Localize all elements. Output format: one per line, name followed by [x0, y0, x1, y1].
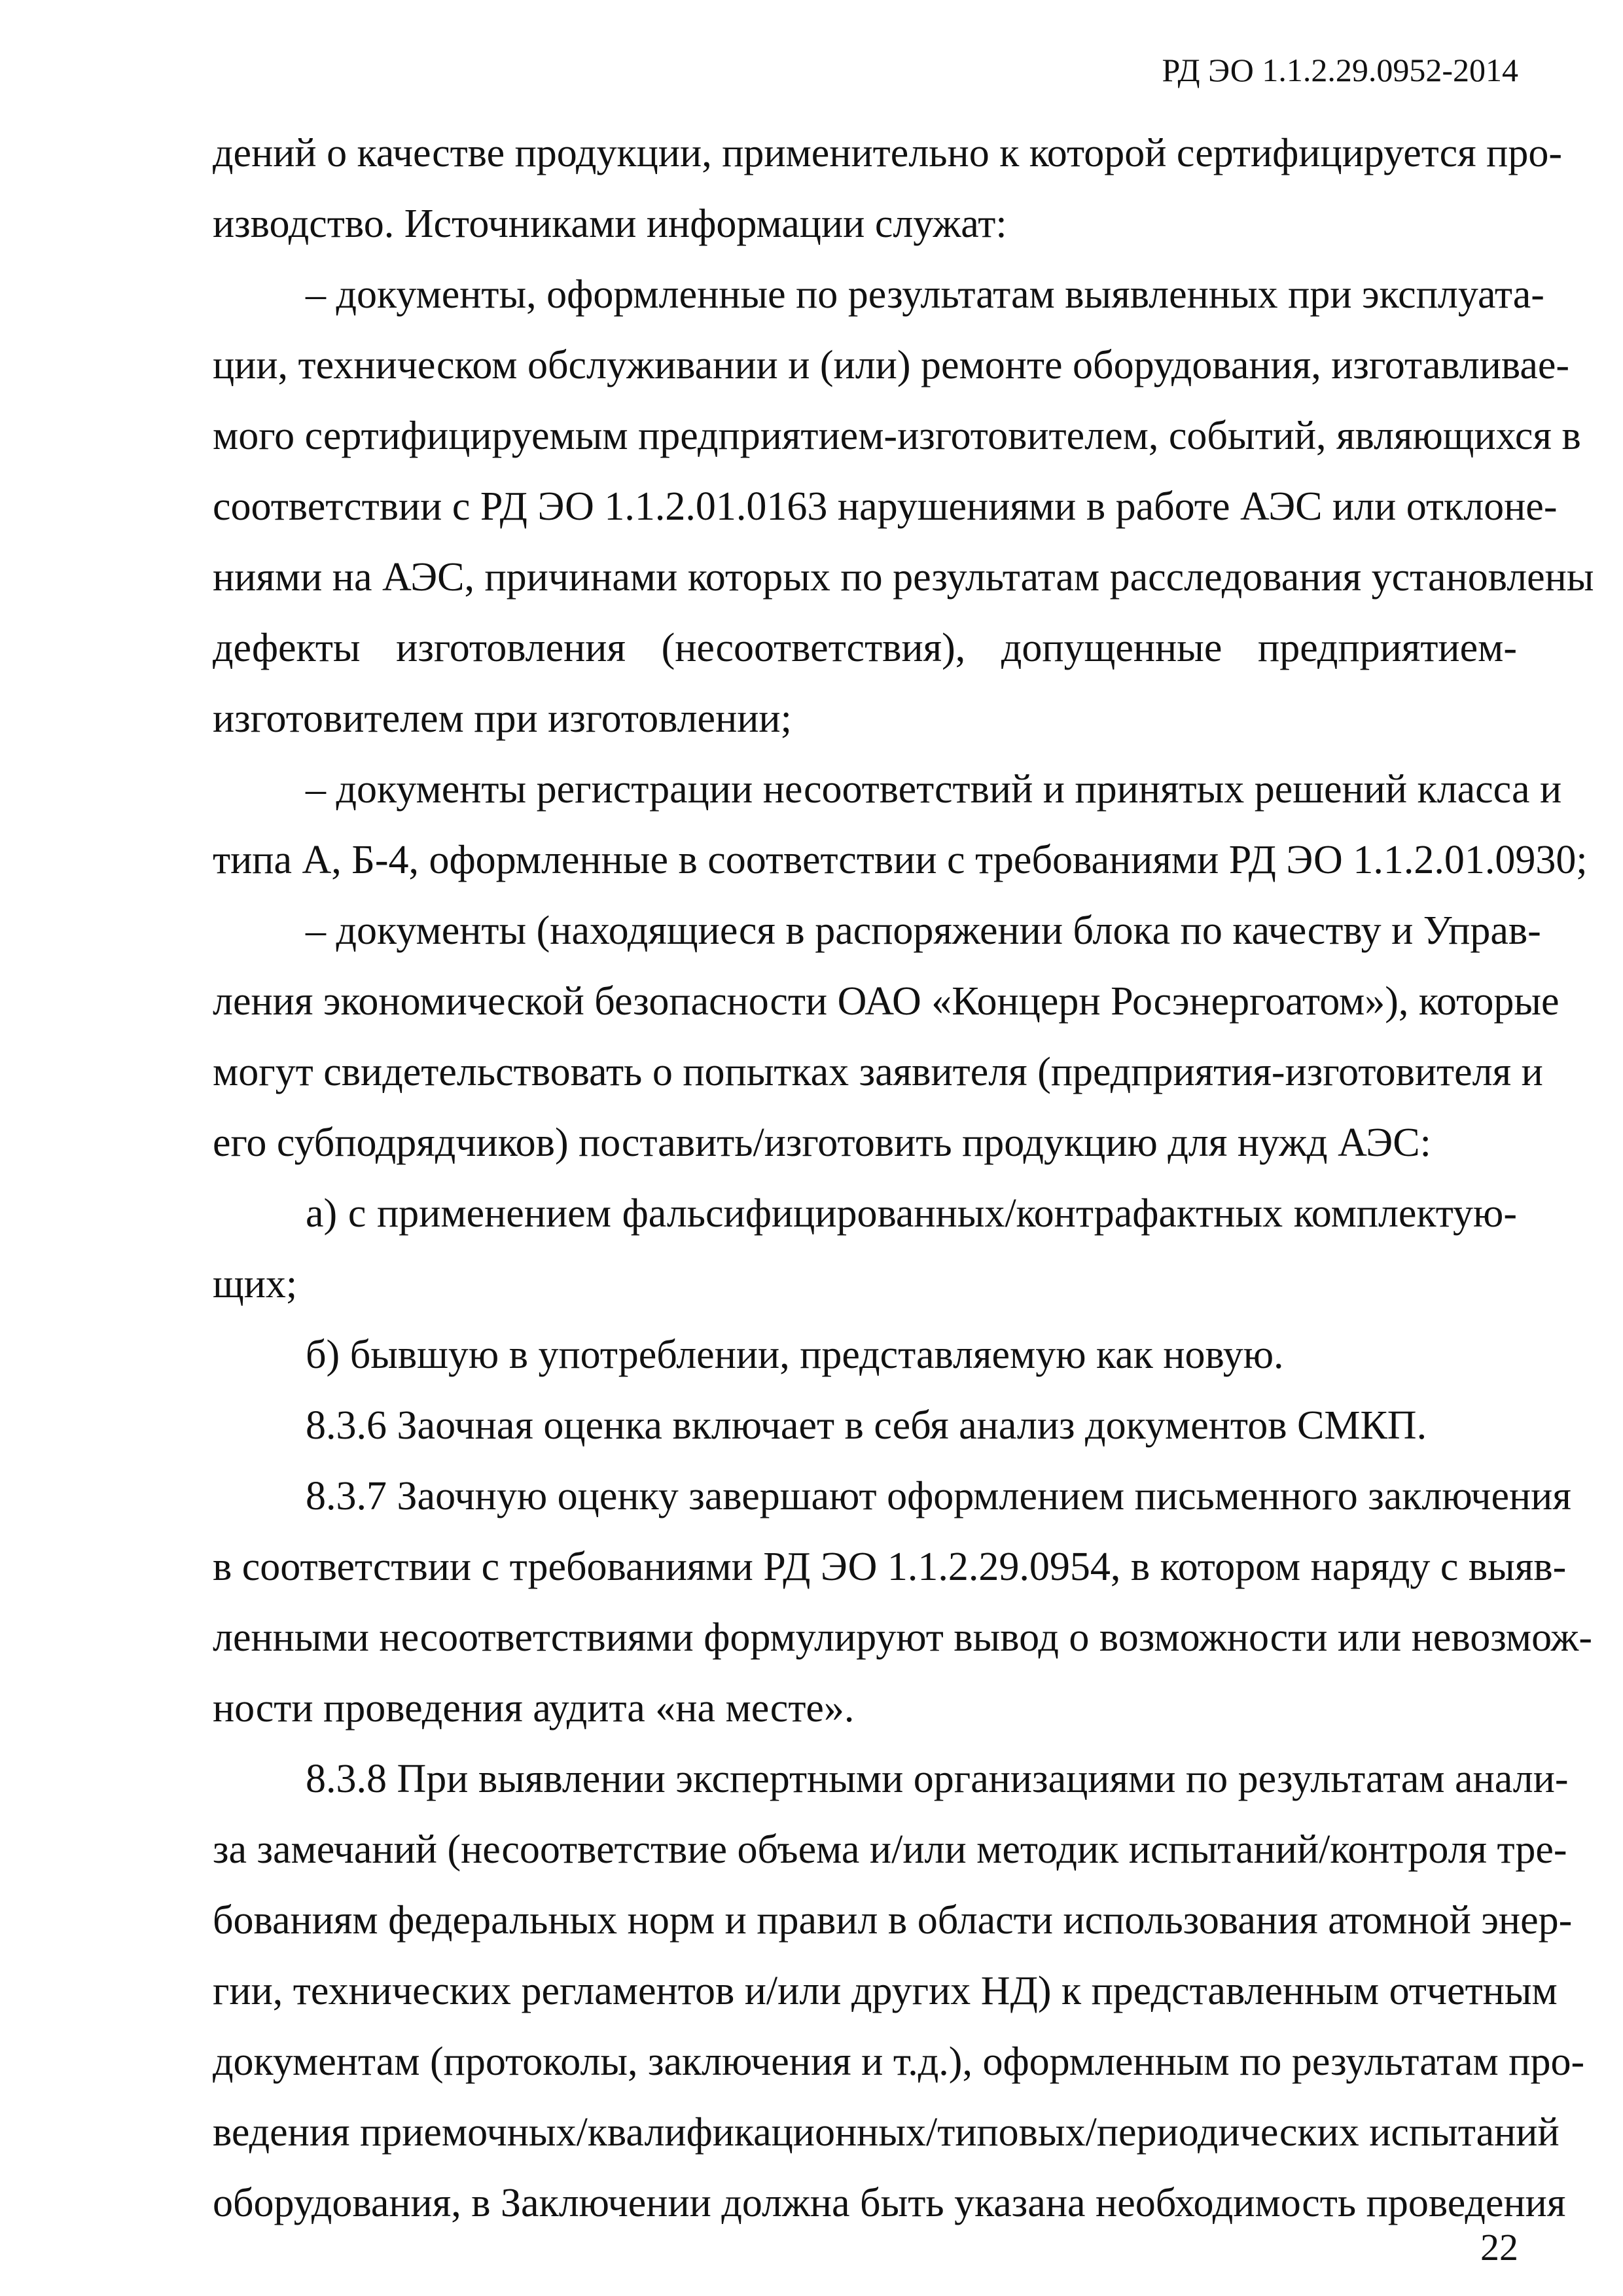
paragraph	[213, 1178, 1517, 1319]
paragraph	[213, 895, 1560, 1178]
text-line: 8.3.8 При выявлении экспертными организациями по результатам анали-	[306, 1757, 1569, 1801]
text-line: ции, техническом обслуживании и (или) ремонте оборудования, изготавливае-	[213, 343, 1570, 387]
paragraph	[213, 1744, 1585, 2238]
text-line: ведения приемочных/квалификационных/типовых/периодических испытаний	[213, 2110, 1560, 2155]
document-code: РД ЭО 1.1.2.29.0952-2014	[1162, 52, 1518, 88]
text-line: за замечаний (несоответствие объема и/или методик испытаний/контроля тре-	[213, 1827, 1567, 1872]
text-line: дефекты изготовления (несоответствия), допущенные предприятием-	[213, 626, 1517, 670]
document-body	[213, 118, 1594, 2238]
text-line: щих;	[213, 1262, 298, 1306]
text-line: его субподрядчиков) поставить/изготовить продукцию для нужд АЭС:	[213, 1121, 1431, 1165]
text-line: – документы регистрации несоответствий и принятых решений класса и	[306, 767, 1562, 812]
text-line: соответствии с РД ЭО 1.1.2.01.0163 нарушениями в работе АЭС или отклоне-	[213, 484, 1558, 529]
text-line: бованиям федеральных норм и правил в области использования атомной энер-	[213, 1898, 1573, 1943]
text-line: ления экономической безопасности ОАО «Концерн Росэнергоатом»), которые	[213, 979, 1560, 1024]
paragraph	[213, 1319, 1517, 1390]
text-line: гии, технических регламентов и/или других НД) к представленным отчетным	[213, 1969, 1558, 2013]
text-line: 8.3.6 Заочная оценка включает в себя анализ документов СМКП.	[306, 1403, 1427, 1448]
text-line: ниями на АЭС, причинами которых по результатам расследования установлены	[213, 555, 1594, 600]
text-line: ности проведения аудита «на месте».	[213, 1686, 855, 1731]
paragraph	[213, 118, 1562, 259]
paragraph	[213, 1461, 1593, 1744]
text-line: могут свидетельствовать о попытках заявителя (предприятия-изготовителя и	[213, 1050, 1543, 1094]
text-line: изводство. Источниками информации служат:	[213, 202, 1007, 246]
paragraph	[213, 259, 1594, 754]
text-line: в соответствии с требованиями РД ЭО 1.1.2.29.0954, в котором наряду с выяв-	[213, 1545, 1567, 1589]
paragraph	[213, 1390, 1517, 1461]
text-line: – документы (находящиеся в распоряжении блока по качеству и Управ-	[306, 908, 1541, 953]
text-line: оборудования, в Заключении должна быть указана необходимость проведения	[213, 2181, 1566, 2225]
text-line: изготовителем при изготовлении;	[213, 696, 792, 741]
text-line: 8.3.7 Заочную оценку завершают оформлением письменного заключения	[306, 1474, 1571, 1518]
text-line: документам (протоколы, заключения и т.д.), оформленным по результатам про-	[213, 2039, 1585, 2084]
text-line: б) бывшую в употреблении, представляемую как новую.	[306, 1333, 1284, 1377]
text-line: ленными несоответствиями формулируют вывод о возможности или невозмож-	[213, 1615, 1593, 1660]
text-line: мого сертифицируемым предприятием-изготовителем, событий, являющихся в	[213, 414, 1581, 458]
text-line: дений о качестве продукции, применительно к которой сертифицируется про-	[213, 131, 1562, 175]
text-line: а) с применением фальсифицированных/контрафактных комплектую-	[306, 1191, 1517, 1236]
page-number: 22	[1480, 2226, 1518, 2269]
text-line: типа А, Б-4, оформленные в соответствии с требованиями РД ЭО 1.1.2.01.0930;	[213, 838, 1588, 882]
text-line: – документы, оформленные по результатам выявленных при эксплуата-	[306, 272, 1544, 317]
paragraph	[213, 754, 1588, 895]
